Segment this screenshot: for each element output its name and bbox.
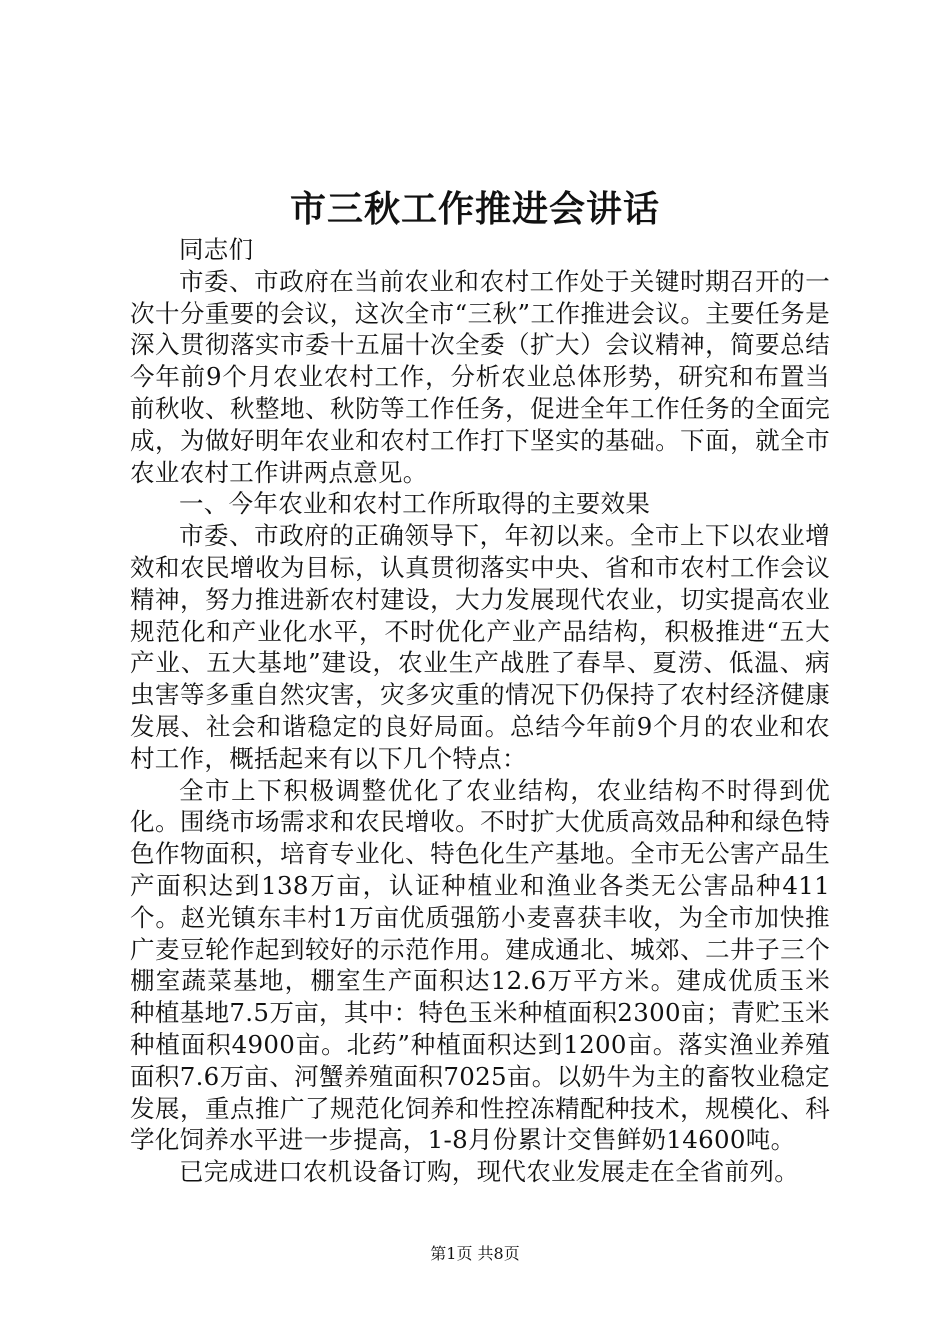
paragraph-machinery: 已完成进口农机设备订购，现代农业发展走在全省前列。: [179, 1157, 799, 1187]
document-title: 市三秋工作推进会讲话: [289, 188, 660, 230]
salutation: 同志们: [179, 235, 254, 264]
page-indicator: 第1页 共8页: [430, 1244, 520, 1263]
document-body: [130, 234, 830, 1188]
paragraph-structure: 全市上下积极调整优化了农业结构，农业结构不时得到优化。围绕市场需求和农民增收。不时扩大优质高效品种和绿色特色作物面积，培育专业化、特色化生产基地。全市无公害产品生产面积达到138万亩，认证种植业和渔业各类无公害品种411个。赵光镇东丰村1万亩优质强筋小麦喜获丰收，为全市加快推广麦豆轮作起到较好的示范作用。建成通北、城郊、二井子三个棚室蔬菜基地，棚室生产面积达12.6万平方米。建成优质玉米种植基地7.5万亩，其中：特色玉米种植面积2300亩；青贮玉米种植面积4900亩。北药”种植面积达到1200亩。落实渔业养殖面积7.6万亩、河蟹养殖面积7025亩。以奶牛为主的畜牧业稳定发展，重点推广了规范化饲养和性控冻精配种技术，规模化、科学化饲养水平进一步提高，1-8月份累计交售鲜奶14600吨。: [130, 775, 830, 1155]
paragraph-overview: 市委、市政府的正确领导下，年初以来。全市上下以农业增效和农民增收为目标，认真贯彻落实中央、省和市农村工作会议精神，努力推进新农村建设，大力发展现代农业，切实提高农业规范化和产业化水平，不时优化产业产品结构，积极推进“五大产业、五大基地”建设，农业生产战胜了春旱、夏涝、低温、病虫害等多重自然灾害，灾多灾重的情况下仍保持了农村经济健康发展、社会和谐稳定的良好局面。总结今年前9个月的农业和农村工作，概括起来有以下几个特点：: [130, 521, 831, 773]
paragraph-intro: 市委、市政府在当前农业和农村工作处于关键时期召开的一次十分重要的会议，这次全市“三秋”工作推进会议。主要任务是深入贯彻落实市委十五届十次全委（扩大）会议精神，简要总结今年前9个月农业农村工作，分析农业总体形势，研究和布置当前秋收、秋整地、秋防等工作任务，促进全年工作任务的全面完成，为做好明年农业和农村工作打下坚实的基础。下面，就全市农业农村工作讲两点意见。: [130, 266, 830, 487]
section-heading: 一、今年农业和农村工作所取得的主要效果: [179, 489, 651, 519]
